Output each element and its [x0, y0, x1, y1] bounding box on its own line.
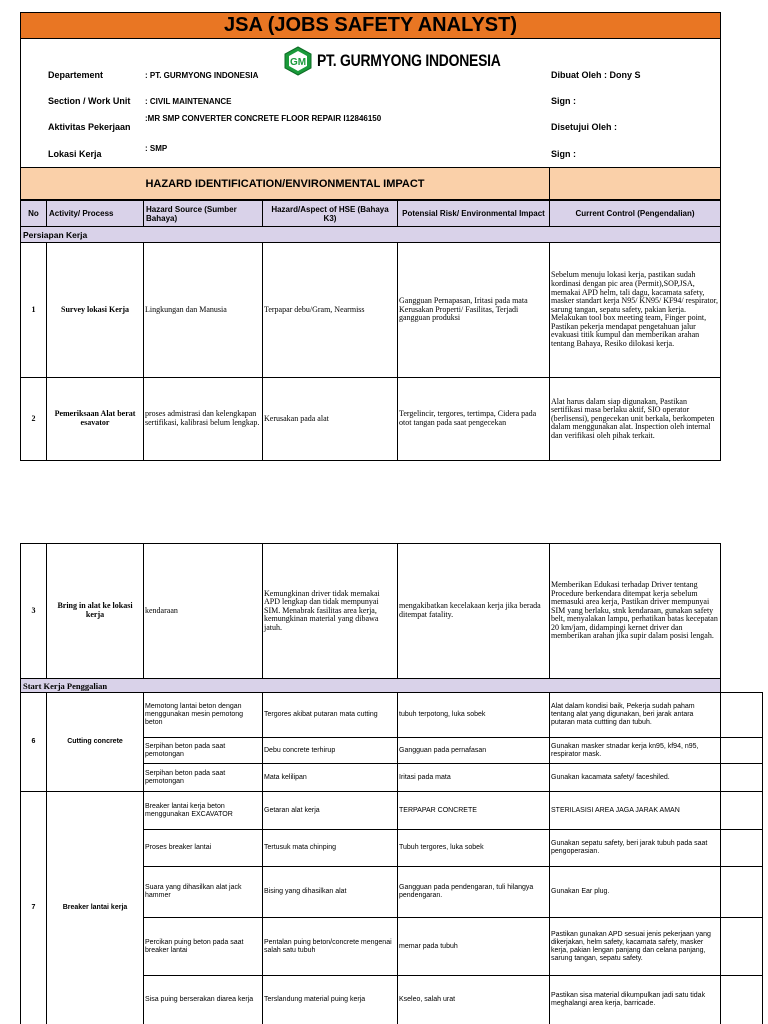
- g7r5-hazard: Terslandung material puing kerja: [264, 996, 366, 1003]
- g7r5-control: Pastikan sisa material dikumpulkan jadi satu tidak meghalangi area kerja, barricade.: [551, 992, 706, 1007]
- g7r1-control: STERILASISI AREA JAGA JARAK AMAN: [551, 806, 680, 814]
- g7r5-risk: Kseleo, salah urat: [399, 996, 456, 1003]
- col-header-hazard: Hazard/Aspect of HSE (Bahaya K3): [262, 200, 398, 227]
- aktivitas-value: :MR SMP CONVERTER CONCRETE FLOOR REPAIR I12846150: [145, 114, 382, 123]
- row2-control: Alat harus dalam siap digunakan, Pastikan sertifikasi masa berlaku aktif, SIO operator (berlisensi), pengecekan unit berkala, berkompeten dalam menggunakan alat. Inspection oleh internal dan verifikasi oleh pihak terkait.: [551, 396, 715, 440]
- row3-risk: mengakibatkan kecelakaan kerja jika berada ditempat fatality.: [399, 601, 541, 619]
- g7r4-control: Pastikan gunakan APD sesuai jenis pekerjaan yang dikerjakan, helm safety, kacamata safety, masker kerja, pakian lengan panjang dan celana panjang, sarung tangan, sepatu safety.: [551, 930, 711, 962]
- group6-no: 6: [31, 738, 36, 745]
- row1-source: Lingkungan dan Manusia: [145, 304, 227, 314]
- g7r4-hazard: Pentalan puing beton/concrete mengenai salah satu tubuh: [264, 938, 392, 954]
- col-divider: [762, 692, 763, 1024]
- hazard-title-blank: [549, 167, 721, 200]
- row-divider: [20, 460, 721, 461]
- row3-control: Memberikan Edukasi terhadap Driver tentang Procedure berkendara ditempat kerja sebelum memasuki area kerja, Pastikan driver mempunyai SIM yang berlaku, stnk kendaraan, gunakan safety belt, menyalakan lampu, perhatikan batas kecepatan 20 km/jam, didampingi kernet driver dan memberikan arahan jika supir dalam posisi lengah.: [551, 579, 718, 641]
- row2-hazard: Kerusakan pada alat: [264, 413, 329, 423]
- row3-hazard: Kemungkinan driver tidak memakai APD lengkap dan tidak mempunyai SIM. Menabrak fasilitas area kerja, kemungkinan material yang dibawa jatuh.: [264, 588, 380, 632]
- section-start-kerja-penggalian: Start Kerja Penggalian: [20, 678, 721, 693]
- group7-no: 7: [31, 904, 36, 911]
- row1-control: Sebelum menuju lokasi kerja, pastikan sudah kordinasi dengan pic area (Permit),SOP,JSA, memakai APD helm, tali dagu, kacamata safety, masker standart kerja N95/ KN95/ KF94/ respirator, sarung tangan, sepatu safety, pakian kerja. Melakukan tool box meeting team, Finger point, Pastikan pekerja mendapat pengetahuan jalur evakuasi titik kumpul dan memberikan arahan tentang Bahaya, Resiko dilokasi kerja.: [551, 270, 718, 349]
- row1-activity: Survey lokasi Kerja: [61, 304, 129, 314]
- g7r4-source: Percikan puing beton pada saat breaker lantai: [145, 938, 244, 954]
- col-header-activity: Activity/ Process: [46, 200, 144, 227]
- g6r2-hazard: Debu concrete terhirup: [264, 746, 336, 754]
- g7r1-hazard: Getaran alat kerja: [264, 806, 320, 814]
- section-persiapan-kerja: Persiapan Kerja: [20, 226, 721, 243]
- group6-activity: Cutting concrete: [67, 738, 123, 745]
- g7r4-risk: memar pada tubuh: [399, 942, 458, 950]
- document-title: JSA (JOBS SAFETY ANALYST): [20, 12, 721, 39]
- g7r2-hazard: Tertusuk mata chinping: [264, 844, 336, 851]
- g6r2-control: Gunakan masker stnadar kerja kn95, kf94, n95, respirator mask.: [551, 742, 699, 758]
- lokasi-value: : SMP: [145, 144, 168, 153]
- aktivitas-label: Aktivitas Pekerjaan: [48, 122, 131, 132]
- g7r1-source: Breaker lantai kerja beton menggunakan EXCAVATOR: [145, 802, 233, 818]
- g7r1-risk: TERPAPAR CONCRETE: [399, 806, 477, 814]
- g7r3-control: Gunakan Ear plug.: [551, 888, 610, 895]
- row2-source: proses admistrasi dan kelengkapan sertifikasi, kalibrasi belum lengkap.: [145, 409, 260, 427]
- col-header-control: Current Control (Pengendalian): [549, 200, 721, 227]
- row3-no: 3: [31, 605, 36, 615]
- departement-value: : PT. GURMYONG INDONESIA: [145, 71, 259, 80]
- g7r3-risk: Gangguan pada pendengaran, tuli hilangya pendengaran.: [399, 884, 534, 899]
- g7r2-source: Proses breaker lantai: [145, 844, 212, 851]
- g6r1-source: Memotong lantai beton dengan menggunakan mesin pemotong beton: [145, 703, 244, 726]
- company-name: PT. GURMYONG INDONESIA: [317, 51, 501, 70]
- row1-no: 1: [31, 304, 36, 314]
- g6r3-hazard: Mata kelilipan: [264, 773, 307, 781]
- row3-activity: Bring in alat ke lokasi kerja: [57, 601, 133, 619]
- group7-activity: Breaker lantai kerja: [62, 904, 128, 911]
- svg-text:GM: GM: [289, 57, 307, 68]
- g6r3-risk: Iritasi pada mata: [399, 773, 451, 781]
- company-logo: [283, 46, 541, 76]
- disetujui-oleh-label: Disetujui Oleh :: [551, 122, 618, 132]
- col-header-risk: Potensial Risk/ Environmental Impact: [397, 200, 550, 227]
- row2-activity: Pemeriksaan Alat berat esavator: [54, 409, 136, 427]
- g6r2-source: Serpihan beton pada saat pemotongan: [145, 742, 226, 758]
- row3-source: kendaraan: [145, 605, 178, 615]
- row1-hazard: Terpapar debu/Gram, Nearmiss: [264, 304, 365, 314]
- section-label: Section / Work Unit: [48, 96, 131, 106]
- col-header-source: Hazard Source (Sumber Bahaya): [143, 200, 263, 227]
- g6r3-control: Gunakan kacamata safety/ faceshiled.: [551, 773, 670, 781]
- section-value: : CIVIL MAINTENANCE: [145, 97, 232, 106]
- g7r3-source: Suara yang dihasilkan alat jack hammer: [145, 884, 242, 899]
- col-header-no: No: [20, 200, 47, 227]
- sign-label-2: Sign :: [551, 149, 576, 159]
- g6r1-hazard: Tergores akibat putaran mata cutting: [264, 711, 378, 718]
- departement-label: Departement: [48, 70, 104, 80]
- sign-label-1: Sign :: [551, 96, 576, 106]
- row2-no: 2: [31, 413, 36, 423]
- g6r2-risk: Gangguan pada pernafasan: [399, 746, 487, 754]
- dibuat-oleh-label: Dibuat Oleh : Dony S: [551, 70, 641, 80]
- g7r2-risk: Tubuh tergores, luka sobek: [399, 844, 484, 851]
- g6r1-risk: tubuh terpotong, luka sobek: [399, 711, 486, 718]
- row1-risk: Gangguan Pernapasan, Iritasi pada mata Kerusakan Properti/ Fasilitas, Terjadi gangguan produksi: [399, 296, 528, 323]
- g6r1-control: Alat dalam kondisi baik, Pekerja sudah paham tentang alat yang digunakan, beri jarak antara putaran mata cuttting dan tubuh.: [551, 703, 695, 726]
- g7r3-hazard: Bising yang dihasilkan alat: [264, 888, 347, 895]
- g7r5-source: Sisa puing berserakan diarea kerja: [145, 996, 254, 1003]
- row2-risk: Tergelincir, tergores, tertimpa, Cidera pada otot tangan pada saat pengecekan: [399, 409, 537, 427]
- lokasi-label: Lokasi Kerja: [48, 149, 102, 159]
- gm-logo-icon: [283, 46, 313, 76]
- hazard-identification-title: HAZARD IDENTIFICATION/ENVIRONMENTAL IMPACT: [20, 167, 550, 200]
- g7r2-control: Gunakan sepatu safety, beri jarak tubuh pada saat pengoperasian.: [551, 840, 708, 855]
- g6r3-source: Serpihan beton pada saat pemotongan: [145, 769, 226, 785]
